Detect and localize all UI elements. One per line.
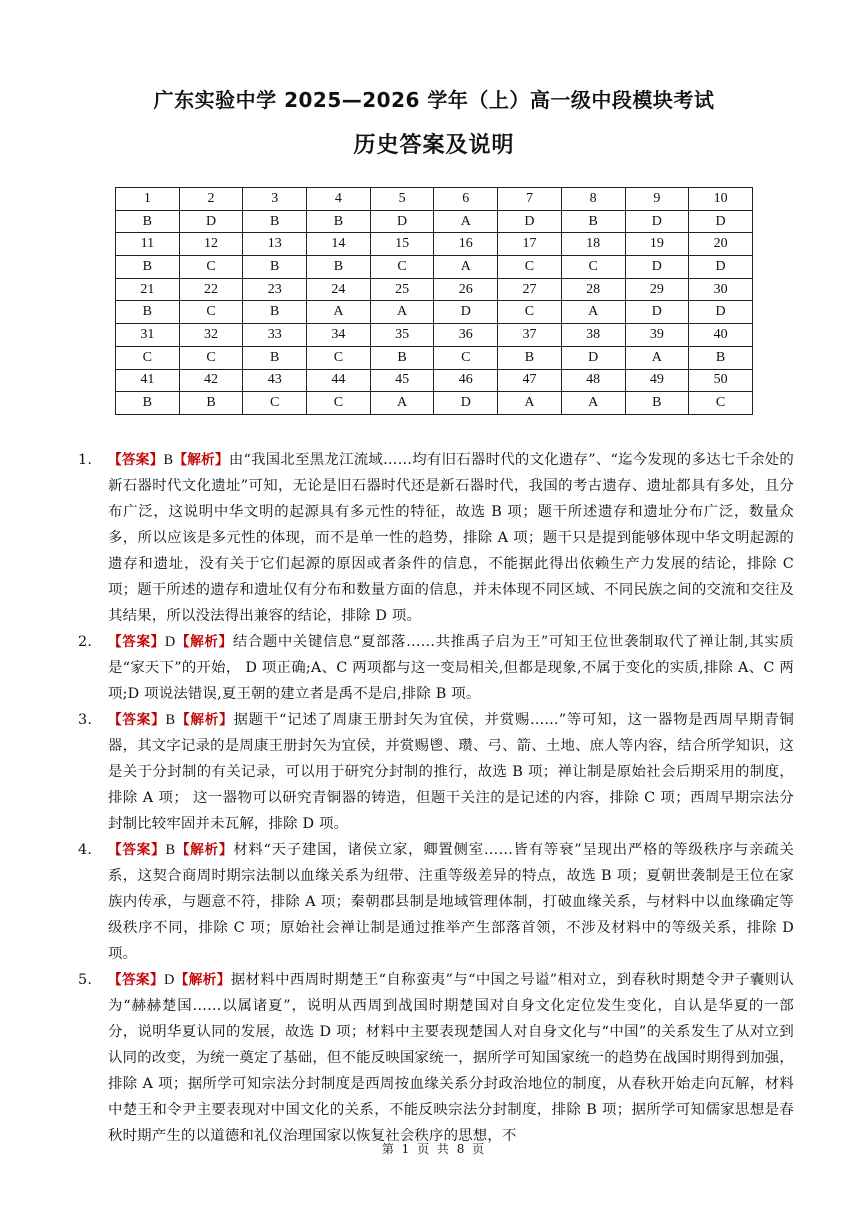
question-number-cell: 15 <box>370 233 434 256</box>
page-subtitle: 历史答案及说明 <box>353 133 515 158</box>
answer-cell: B <box>243 256 307 279</box>
answer-letter: D <box>164 634 176 650</box>
answer-cell: A <box>625 346 689 369</box>
question-number-cell: 23 <box>243 278 307 301</box>
question-number-cell: 19 <box>625 233 689 256</box>
answer-cell: D <box>625 210 689 233</box>
answer-row <box>116 301 753 324</box>
question-number: 3. <box>78 712 93 728</box>
explanation-item <box>78 629 794 707</box>
answer-cell: C <box>116 346 180 369</box>
question-number-cell: 24 <box>307 278 371 301</box>
question-number-cell: 26 <box>434 278 498 301</box>
question-number-cell: 5 <box>370 188 434 211</box>
question-number-cell: 46 <box>434 369 498 392</box>
answer-letter: B <box>163 452 174 468</box>
question-number-cell: 39 <box>625 324 689 347</box>
explanation-text: 材料“天子建国，诸侯立家，卿置侧室……皆有等衰”呈现出严格的等级秩序与亲疏关系，这契合商周时期宗法制以血缘关系为纽带、注重等级差异的特点，故选 B 项；夏朝世袭制是王位在家族内传承，与题意不符，排除 A 项；秦朝郡县制是地域管理体制，打破血缘关系，与材料中以血缘确定等级秩序不同，排除 C 项；原始社会禅让制是通过推举产生部落首领，不涉及材料中的等级关系，排除 D 项。 <box>108 842 794 962</box>
question-number-cell: 14 <box>307 233 371 256</box>
question-number-cell: 34 <box>307 324 371 347</box>
answer-cell: B <box>116 301 180 324</box>
answer-cell: B <box>689 346 753 369</box>
question-number-cell: 11 <box>116 233 180 256</box>
question-number-cell: 28 <box>561 278 625 301</box>
answer-cell: B <box>116 256 180 279</box>
answer-cell: D <box>689 301 753 324</box>
answer-cell: B <box>561 210 625 233</box>
question-number-row <box>116 233 753 256</box>
question-number-cell: 30 <box>689 278 753 301</box>
question-number-cell: 36 <box>434 324 498 347</box>
explanation-item <box>78 447 794 629</box>
answer-cell: B <box>116 210 180 233</box>
answer-cell: D <box>625 256 689 279</box>
question-number-cell: 48 <box>561 369 625 392</box>
exam-title: 广东实验中学 2025—2026 学年（上）高一级中段模块考试 <box>153 88 715 112</box>
analysis-tag: 【解析】 <box>173 452 229 468</box>
answer-cell: C <box>179 256 243 279</box>
answer-cell: B <box>179 392 243 415</box>
question-number-cell: 7 <box>498 188 562 211</box>
answer-cell: C <box>561 256 625 279</box>
answer-row <box>116 210 753 233</box>
question-number: 2. <box>78 634 93 650</box>
answer-cell: A <box>498 392 562 415</box>
question-number-cell: 8 <box>561 188 625 211</box>
answer-cell: C <box>179 346 243 369</box>
answer-row <box>116 392 753 415</box>
answer-cell: C <box>434 346 498 369</box>
answer-cell: B <box>307 256 371 279</box>
question-number-cell: 12 <box>179 233 243 256</box>
answer-cell: D <box>498 210 562 233</box>
answer-cell: B <box>243 346 307 369</box>
question-number-cell: 47 <box>498 369 562 392</box>
answer-cell: A <box>370 392 434 415</box>
answer-cell: C <box>498 301 562 324</box>
question-number-cell: 25 <box>370 278 434 301</box>
answer-cell: C <box>243 392 307 415</box>
question-number-cell: 45 <box>370 369 434 392</box>
page-footer: 第 1 页 共 8 页 <box>381 1142 487 1156</box>
answer-row <box>116 346 753 369</box>
answer-row <box>116 256 753 279</box>
answer-letter: B <box>165 842 176 858</box>
answer-cell: B <box>370 346 434 369</box>
answer-cell: C <box>689 392 753 415</box>
question-number-cell: 2 <box>179 188 243 211</box>
question-number: 4. <box>78 842 93 858</box>
question-number-cell: 32 <box>179 324 243 347</box>
answer-cell: D <box>434 392 498 415</box>
answer-cell: B <box>243 210 307 233</box>
question-number-cell: 49 <box>625 369 689 392</box>
answer-cell: A <box>561 301 625 324</box>
answer-tag: 【答案】 <box>108 972 164 988</box>
answer-cell: B <box>625 392 689 415</box>
analysis-tag: 【解析】 <box>175 634 233 650</box>
question-number-cell: 40 <box>689 324 753 347</box>
answer-tag: 【答案】 <box>108 634 165 650</box>
answer-cell: A <box>370 301 434 324</box>
answer-letter: D <box>163 972 175 988</box>
question-number-cell: 44 <box>307 369 371 392</box>
answer-cell: C <box>307 346 371 369</box>
question-number: 5. <box>78 972 93 988</box>
question-number-cell: 22 <box>179 278 243 301</box>
explanation-text: 据题干“记述了周康王册封矢为宜侯，并赏赐......”等可知，这一器物是西周早期青铜器，其文字记录的是周康王册封矢为宜侯，并赏赐鬯、瓒、弓、箭、土地、庶人等内容，结合所学知识，这是关于分封制的有关记录，可以用于研究分封制的推行，故选 B 项；禅让制是原始社会后期采用的制度，排除 A 项； 这一器物可以研究青铜器的铸造，但题干关注的是记述的内容，排除 C 项；西周早期宗法分封制比较牢固并未瓦解，排除 D 项。 <box>108 712 794 832</box>
explanation-text: 据材料中西周时期楚王“自称蛮夷”与“中国之号谥”相对立，到春秋时期楚令尹子囊则认为“赫赫楚国……以属诸夏”，说明从西周到战国时期楚国对自身文化定位发生变化，自认是华夏的一部分，说明华夏认同的发展，故选 D 项；材料中主要表现楚国人对自身文化与“中国”的关系发生了从对立到认同的改变，为统一奠定了基础，但不能反映国家统一，据所学可知国家统一的趋势在战国时期得到加强，排除 A 项；据所学可知宗法分封制度是西周按血缘关系分封政治地位的制度，从春秋开始走向瓦解，材料中楚王和令尹主要表现对中国文化的关系，不能反映宗法分封制度，排除 B 项；据所学可知儒家思想是春秋时期产生的以道德和礼仪治理国家以恢复社会秩序的思想，不 <box>108 972 794 1144</box>
explanation-text: 结合题中关键信息“夏部落……共推禹子启为王”可知王位世袭制取代了禅让制,其实质是“家天下”的开始， D 项正确;A、C 两项都与这一变局相关,但都是现象,不属于变化的实质,排除 A、C 两项;D 项说法错误,夏王朝的建立者是禹不是启,排除 B 项。 <box>108 634 794 702</box>
answer-cell: C <box>307 392 371 415</box>
question-number-cell: 35 <box>370 324 434 347</box>
question-number-cell: 13 <box>243 233 307 256</box>
answer-cell: D <box>370 210 434 233</box>
analysis-tag: 【解析】 <box>175 712 234 728</box>
analysis-tag: 【解析】 <box>175 842 234 858</box>
explanation-item <box>78 707 794 837</box>
answer-cell: C <box>179 301 243 324</box>
question-number-row <box>116 188 753 211</box>
question-number-cell: 37 <box>498 324 562 347</box>
answer-cell: A <box>434 256 498 279</box>
answer-cell: B <box>243 301 307 324</box>
answer-tag: 【答案】 <box>108 712 166 728</box>
answer-cell: A <box>434 210 498 233</box>
question-number-row <box>116 278 753 301</box>
question-number-cell: 9 <box>625 188 689 211</box>
question-number-cell: 10 <box>689 188 753 211</box>
explanation-item <box>78 837 794 967</box>
question-number-cell: 41 <box>116 369 180 392</box>
question-number-cell: 20 <box>689 233 753 256</box>
explanation-list <box>78 447 794 1149</box>
question-number-cell: 6 <box>434 188 498 211</box>
answer-cell: D <box>179 210 243 233</box>
answer-cell: D <box>689 256 753 279</box>
question-number-cell: 29 <box>625 278 689 301</box>
answer-cell: A <box>307 301 371 324</box>
analysis-tag: 【解析】 <box>174 972 231 988</box>
question-number-cell: 42 <box>179 369 243 392</box>
answer-letter: B <box>165 712 176 728</box>
answer-cell: A <box>561 392 625 415</box>
question-number-cell: 50 <box>689 369 753 392</box>
question-number-cell: 21 <box>116 278 180 301</box>
question-number-cell: 33 <box>243 324 307 347</box>
answer-tag: 【答案】 <box>108 452 164 468</box>
question-number-cell: 1 <box>116 188 180 211</box>
question-number: 1. <box>78 452 93 468</box>
question-number-cell: 17 <box>498 233 562 256</box>
question-number-cell: 31 <box>116 324 180 347</box>
answer-cell: D <box>689 210 753 233</box>
question-number-cell: 18 <box>561 233 625 256</box>
explanation-text: 由“我国北至黑龙江流域……均有旧石器时代的文化遗存”、“迄今发现的多达七千余处的新石器时代文化遗址”可知，无论是旧石器时代还是新石器时代，我国的考古遗存、遗址都具有多处，且分布广泛，这说明中华文明的起源具有多元性的特征，故选 B 项；题干所述遗存和遗址分布广泛，数量众多，所以应该是多元性的体现，而不是单一性的趋势，排除 A 项；题干只是提到能够体现中华文明起源的遗存和遗址，没有关于它们起源的原因或者条件的信息，不能据此得出依赖生产力发展的结论，排除 C 项；题干所述的遗存和遗址仅有分布和数量方面的信息，并未体现不同区域、不同民族之间的交流和交往及其结果，所以没法得出兼容的结论，排除 D 项。 <box>108 452 794 624</box>
question-number-row <box>116 324 753 347</box>
question-number-row <box>116 369 753 392</box>
answer-cell: B <box>307 210 371 233</box>
answer-cell: C <box>370 256 434 279</box>
answer-cell: B <box>116 392 180 415</box>
explanation-item <box>78 967 794 1149</box>
question-number-cell: 38 <box>561 324 625 347</box>
answer-cell: D <box>434 301 498 324</box>
question-number-cell: 27 <box>498 278 562 301</box>
answer-cell: D <box>561 346 625 369</box>
question-number-cell: 43 <box>243 369 307 392</box>
answer-tag: 【答案】 <box>108 842 166 858</box>
question-number-cell: 3 <box>243 188 307 211</box>
question-number-cell: 16 <box>434 233 498 256</box>
question-number-cell: 4 <box>307 188 371 211</box>
answer-table <box>115 187 753 415</box>
answer-cell: C <box>498 256 562 279</box>
answer-cell: D <box>625 301 689 324</box>
answer-cell: B <box>498 346 562 369</box>
